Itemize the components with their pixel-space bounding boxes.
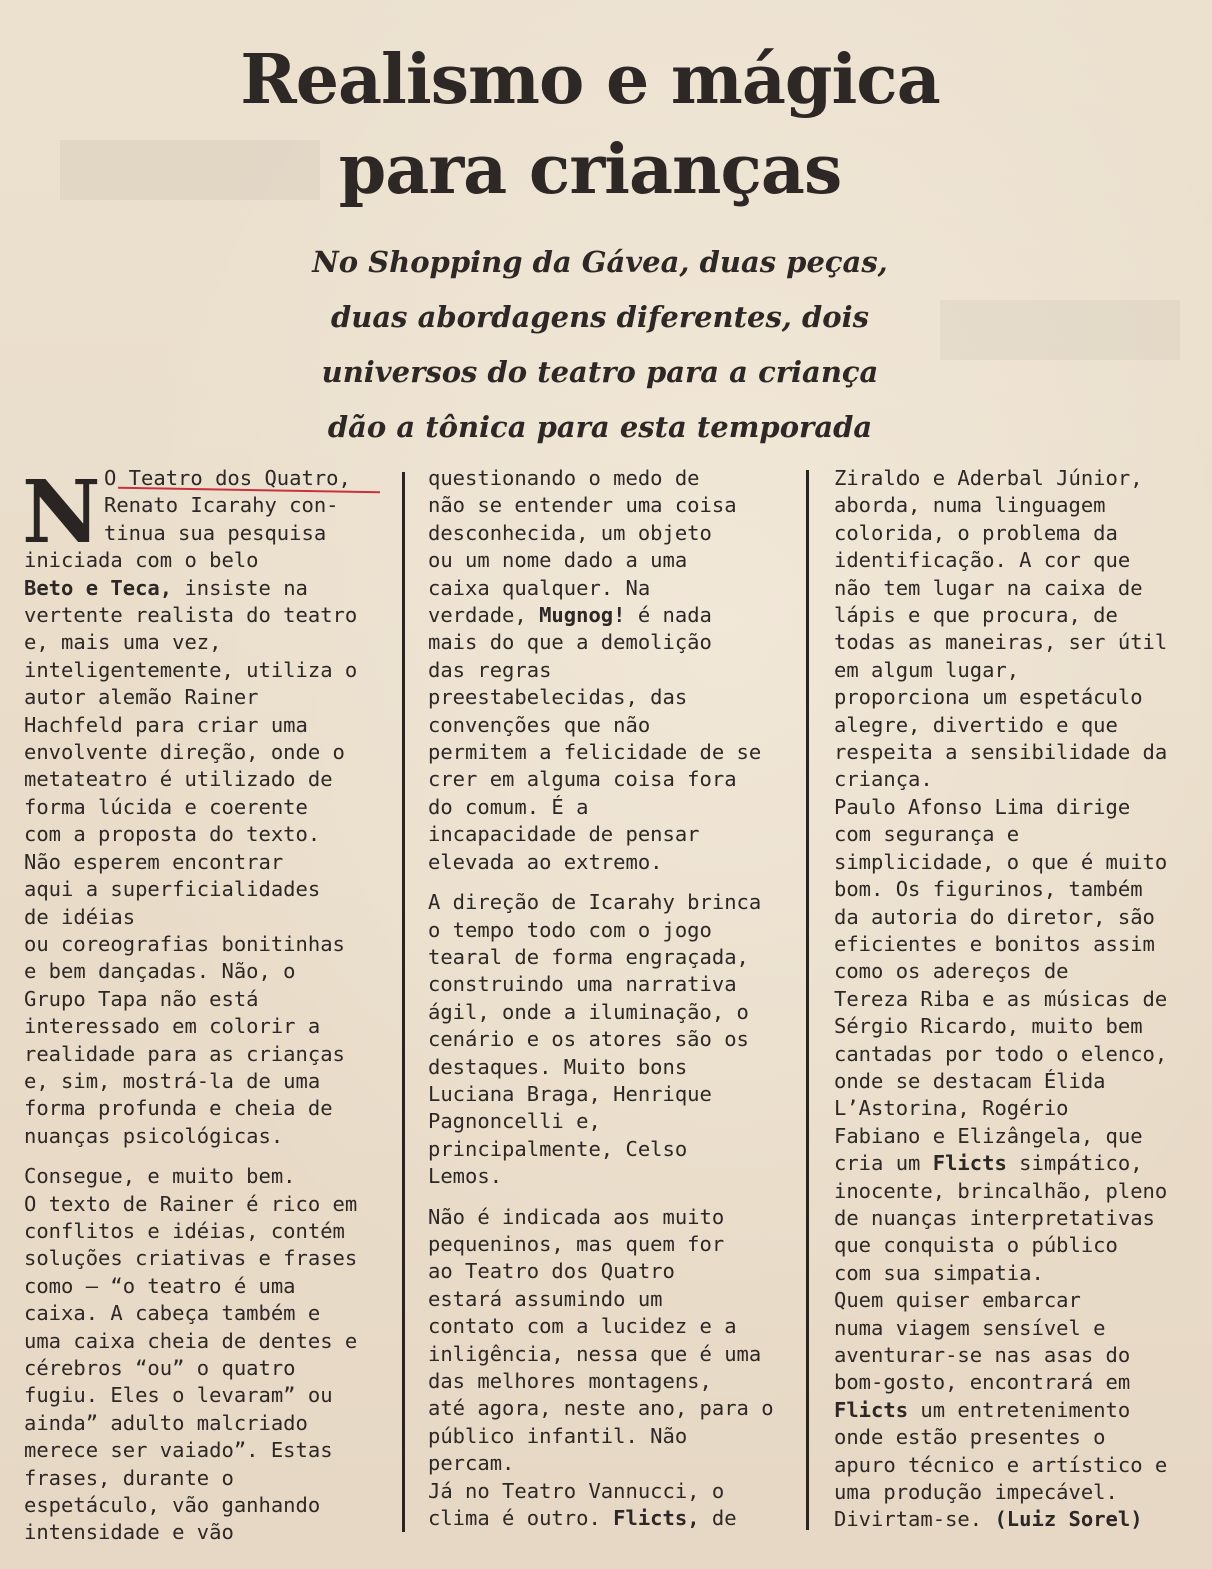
article-text-line: tinua sua pesquisa	[104, 520, 327, 545]
article-text-line: estará assumindo um	[428, 1286, 663, 1311]
article-text-line: uma produção impecável.	[834, 1480, 1118, 1505]
article-text-line: bom. Os figurinos, também	[834, 877, 1143, 902]
article-text-line: simplicidade, o que é muito	[834, 849, 1168, 874]
article-column-2	[428, 465, 774, 1532]
article-text-line: do comum. É a	[428, 794, 589, 819]
article-text-line: Consegue, e muito bem.	[24, 1164, 296, 1189]
article-text-line: Hachfeld para criar uma	[24, 712, 308, 737]
article-text-line: com a proposta do texto.	[24, 822, 321, 847]
subhead-line: dão a tônica para esta temporada	[327, 410, 873, 444]
article-text-line: elevada ao extremo.	[428, 849, 663, 874]
article-text-line: Tereza Riba e as músicas de	[834, 986, 1168, 1011]
article-text-line: e bem dançadas. Não, o	[24, 959, 296, 984]
article-text-line: Grupo Tapa não está	[24, 986, 259, 1011]
article-text-line: bom-gosto, encontrará em	[834, 1370, 1131, 1395]
article-text-line: percam.	[428, 1451, 515, 1476]
article-text-line: forma lúcida e coerente	[24, 794, 308, 819]
article-text-line: frases, durante o	[24, 1465, 234, 1490]
article-text-line: todas as maneiras, ser útil	[834, 630, 1168, 655]
article-text-line: das regras	[428, 657, 552, 682]
article-text-line: conflitos e idéias, contém	[24, 1218, 345, 1243]
article-text-line: aborda, numa linguagem	[834, 493, 1106, 518]
headline	[0, 35, 1180, 215]
article-text-line: Renato Icarahy con-	[104, 493, 339, 518]
subhead-line: universos do teatro para a criança	[321, 355, 879, 389]
article-text-line: Beto e Teca, insiste na	[24, 575, 308, 600]
article-text-line: criança.	[834, 767, 933, 792]
paragraph-gap	[24, 1150, 357, 1163]
article-text-line: Não é indicada aos muito	[428, 1204, 725, 1229]
article-text-line: tearal de forma engraçada,	[428, 944, 749, 969]
article-text-line: incapacidade de pensar	[428, 822, 700, 847]
article-text-line: inocente, brincalhão, pleno	[834, 1178, 1168, 1203]
article-text-line: cantadas por todo o elenco,	[834, 1041, 1168, 1066]
article-text-line: como os adereços de	[834, 959, 1069, 984]
article-text-line: aqui a superficialidades	[24, 877, 321, 902]
column-rule-left	[402, 472, 405, 1532]
article-text-line: Flicts um entretenimento	[834, 1397, 1131, 1422]
article-text-line: aventurar-se nas asas do	[834, 1343, 1131, 1367]
article-text-line: ágil, onde a iluminação, o	[428, 999, 749, 1024]
article-text-line: eficientes e bonitos assim	[834, 931, 1155, 956]
article-text-line: das melhores montagens,	[428, 1369, 712, 1393]
article-text-line: alegre, divertido e que	[834, 712, 1118, 737]
article-text-line: cria um Flicts simpático,	[834, 1151, 1143, 1176]
article-text-line: inteligentemente, utiliza o	[24, 657, 358, 682]
subheadline	[250, 235, 950, 455]
article-text-line: caixa qualquer. Na	[428, 575, 651, 600]
article-text-line: espetáculo, vão ganhando	[24, 1493, 321, 1518]
article-text-line: numa viagem sensível e	[834, 1315, 1106, 1340]
article-text-line: com sua simpatia.	[834, 1260, 1044, 1285]
article-text-line: intensidade e vão	[24, 1520, 234, 1545]
article-column-1	[22, 462, 358, 1547]
article-text-line: fugiu. Eles o levaram” ou	[24, 1383, 333, 1408]
article-text-line: colorida, o problema da	[834, 520, 1118, 545]
paragraph-gap	[428, 1191, 774, 1204]
article-text-line: desconhecida, um objeto	[428, 520, 712, 545]
article-text-line: envolvente direção, onde o	[24, 740, 345, 765]
article-text-line: que conquista o público	[834, 1233, 1118, 1258]
article-text-line: caixa. A cabeça também e	[24, 1301, 321, 1326]
article-text-line: Divirtam-se. (Luiz Sorel)	[834, 1507, 1143, 1532]
article-text-line: verdade, Mugnog! é nada	[428, 603, 712, 628]
article-text-line: nuanças psicológicas.	[24, 1123, 284, 1148]
article-text-line: respeita a sensibilidade da	[834, 740, 1168, 765]
article-text-line: com segurança e	[834, 822, 1020, 847]
article-text-line: A direção de Icarahy brinca	[428, 890, 762, 915]
article-text-line: clima é outro. Flicts, de	[428, 1506, 737, 1531]
article-text-line: destaques. Muito bons	[428, 1054, 688, 1079]
article-text-line: de nuanças interpretativas	[834, 1205, 1155, 1230]
article-text-line: iniciada com o belo	[24, 548, 259, 573]
article-text-line: uma caixa cheia de dentes e	[24, 1328, 358, 1353]
article-text-line: soluções criativas e frases	[24, 1246, 358, 1271]
article-text-line: convenções que não	[428, 712, 651, 737]
article-text-line: O texto de Rainer é rico em	[24, 1191, 358, 1216]
headline-line-1: Realismo e mágica	[240, 40, 940, 120]
article-text-line: onde estão presentes o	[834, 1425, 1106, 1450]
article-text-line: apuro técnico e artístico e	[834, 1452, 1168, 1477]
bleed-through-shadow-right	[940, 300, 1180, 360]
article-text-line: Paulo Afonso Lima dirige	[834, 794, 1131, 819]
article-text-line: e, mais uma vez,	[24, 630, 222, 655]
article-text-line: lápis e que procura, de	[834, 603, 1118, 628]
article-text-line: público infantil. Não	[428, 1423, 688, 1448]
article-text-line: identificação. A cor que	[834, 548, 1131, 573]
article-text-line: Fabiano e Elizângela, que	[834, 1123, 1143, 1148]
article-text-line: metateatro é utilizado de	[24, 767, 333, 792]
article-text-line: pequeninos, mas quem for	[428, 1231, 725, 1256]
paragraph-gap	[428, 876, 774, 889]
article-text-line: mais do que a demolição	[428, 630, 712, 655]
article-text-line: questionando o medo de	[428, 466, 700, 490]
article-text-line: não tem lugar na caixa de	[834, 575, 1143, 600]
article-text-line: autor alemão Rainer	[24, 685, 259, 710]
article-text-line: Não esperem encontrar	[24, 849, 284, 874]
article-text-line: crer em alguma coisa fora	[428, 767, 737, 792]
article-text-line: contato com a lucidez e a	[428, 1314, 737, 1339]
article-text-line: vertente realista do teatro	[24, 603, 358, 628]
article-text-line: Ziraldo e Aderbal Júnior,	[834, 466, 1143, 490]
subhead-line: No Shopping da Gávea, duas peças,	[312, 245, 888, 279]
article-text-line: construindo uma narrativa	[428, 972, 737, 997]
article-text-line: interessado em colorir a	[24, 1014, 321, 1039]
article-text-line: como – “o teatro é uma	[24, 1273, 296, 1298]
article-text-line: O Teatro dos Quatro,	[104, 466, 351, 490]
column-rule-right	[806, 470, 809, 1530]
article-text-line: principalmente, Celso	[428, 1136, 688, 1161]
article-text-line: cenário e os atores são os	[428, 1027, 749, 1052]
article-text-line: ou coreografias bonitinhas	[24, 931, 345, 956]
article-text-line: não se entender uma coisa	[428, 493, 737, 518]
article-column-3	[834, 465, 1167, 1534]
article-text-line: realidade para as crianças	[24, 1041, 345, 1066]
article-text-line: Sérgio Ricardo, muito bem	[834, 1014, 1143, 1039]
article-text-line: permitem a felicidade de se	[428, 740, 762, 765]
article-text-line: Pagnoncelli e,	[428, 1109, 601, 1134]
article-text-line: em algum lugar,	[834, 657, 1020, 682]
article-text-line: Já no Teatro Vannucci, o	[428, 1478, 725, 1503]
article-text-line: até agora, neste ano, para o	[428, 1396, 774, 1421]
headline-line-2: para crianças	[338, 130, 842, 210]
subhead-line: duas abordagens diferentes, dois	[331, 300, 869, 334]
article-text-line: ou um nome dado a uma	[428, 548, 688, 573]
article-text-line: forma profunda e cheia de	[24, 1096, 333, 1121]
article-text-line: merece ser vaiado”. Estas	[24, 1438, 333, 1463]
article-text-line: proporciona um espetáculo	[834, 685, 1143, 710]
article-text-line: Lemos.	[428, 1164, 503, 1189]
article-text-line: cérebros “ou” o quatro	[24, 1356, 296, 1380]
article-text-line: ao Teatro dos Quatro	[428, 1259, 675, 1284]
article-text-line: o tempo todo com o jogo	[428, 917, 712, 942]
article-text-line: de idéias	[24, 904, 136, 929]
article-text-line: inligência, nessa que é uma	[428, 1341, 762, 1366]
article-text-line: preestabelecidas, das	[428, 685, 688, 710]
article-text-line: Luciana Braga, Henrique	[428, 1081, 712, 1106]
article-text-line: L’Astorina, Rogério	[834, 1096, 1069, 1121]
article-text-line: ainda” adulto malcriado	[24, 1410, 308, 1435]
article-text-line: onde se destacam Élida	[834, 1068, 1106, 1093]
article-text-line: da autoria do diretor, são	[834, 904, 1155, 929]
article-text-line: Quem quiser embarcar	[834, 1288, 1081, 1313]
drop-cap: N	[22, 462, 101, 563]
article-text-line: e, sim, mostrá-la de uma	[24, 1068, 321, 1093]
